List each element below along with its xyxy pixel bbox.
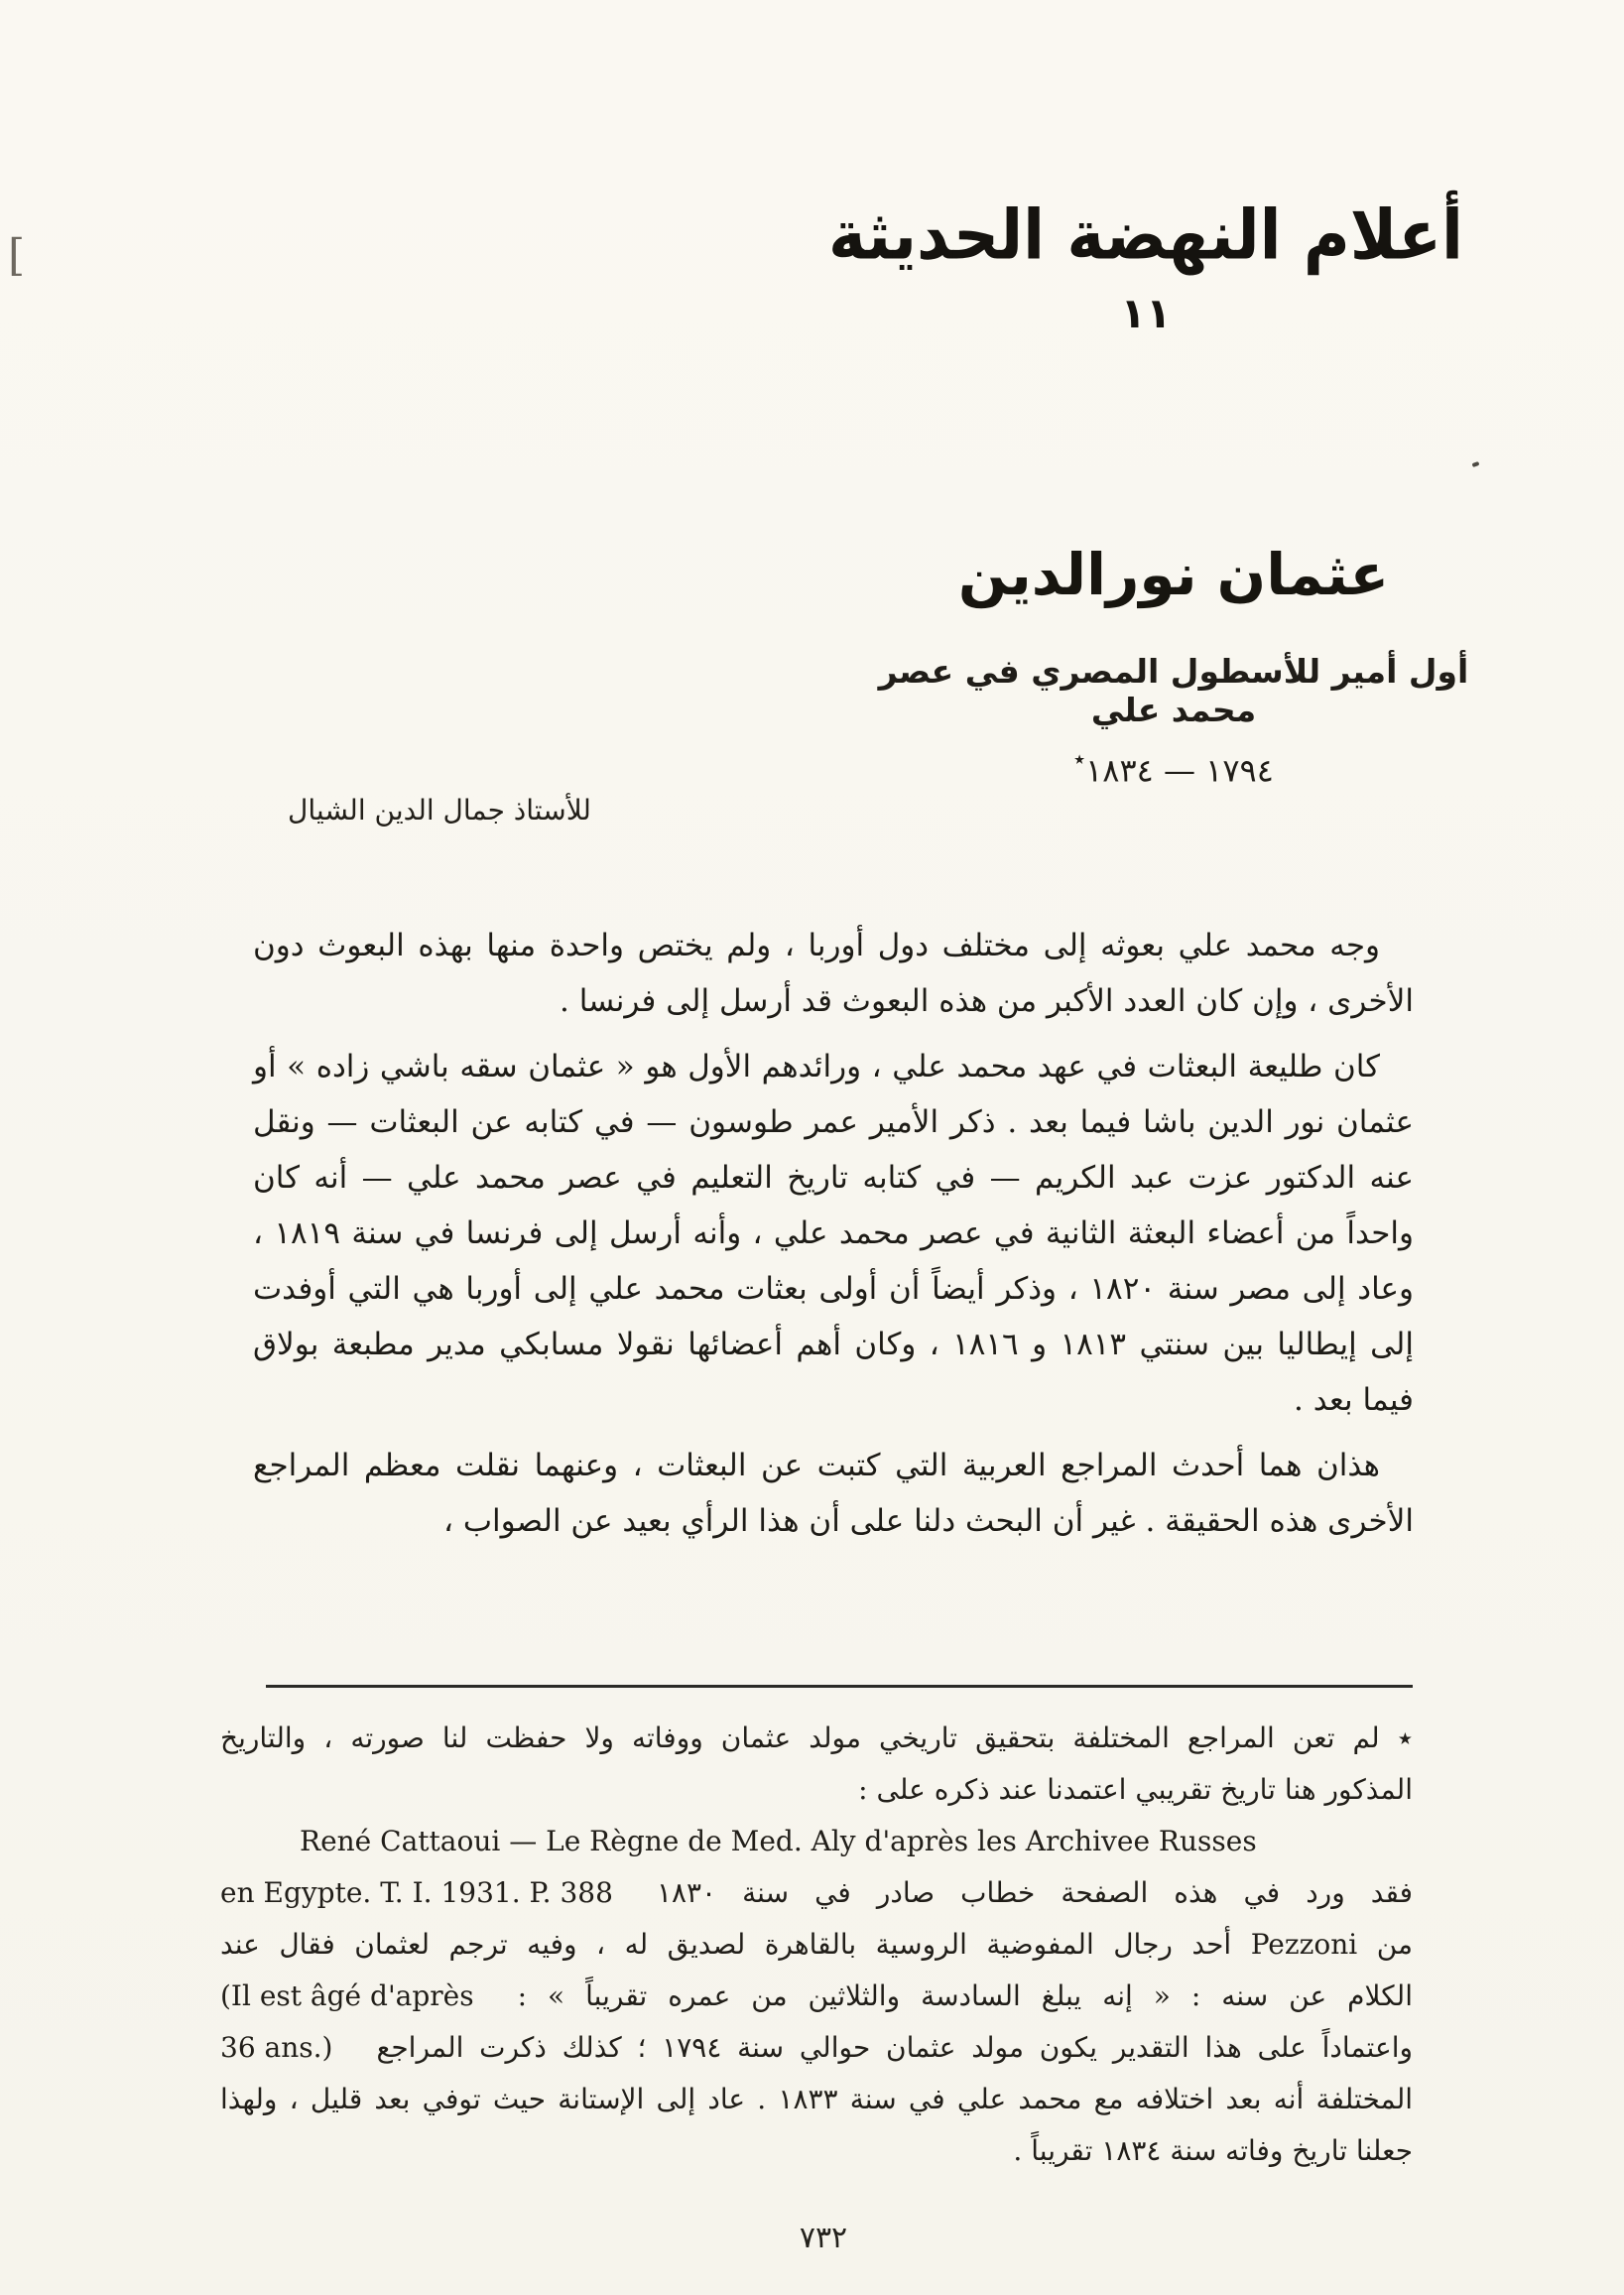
footnote-line [220, 1867, 1413, 1919]
article-heading [871, 541, 1476, 789]
footnote-line: من Pezzoni أحد رجال المفوضية الروسية بالقاهرة لصديق له ، وفيه ترجم لعثمان فقال عند [220, 1928, 1414, 1961]
chapter-number: ١١ [1120, 288, 1172, 337]
footnote-latin-text: 36 ans.) [220, 2031, 333, 2064]
footnote-line: جعلنا تاريخ وفاته سنة ١٨٣٤ تقريباً . [1013, 2134, 1413, 2167]
paragraph: هذان هما أحدث المراجع العربية التي كتبت عن البعثات ، وعنهما نقلت معظم المراجع الأخرى هذه الحقيقة . غير أن البحث دلنا على أن هذا الرأي بعيد عن الصواب ، [253, 1448, 1414, 1539]
footnote-line: ٭ لم تعن المراجع المختلفة بتحقيق تاريخي مولد عثمان ووفاته ولا حفظت لنا صورته ، والتاريخ [220, 1721, 1413, 1754]
footnote-arabic-text: الكلام عن سنه : « إنه يبلغ السادسة والثلاثين من عمره تقريباً » : [517, 1979, 1413, 2012]
series-header [823, 194, 1468, 337]
paragraph: وجه محمد علي بعوثه إلى مختلف دول أوربا ، ولم يختص واحدة منها بهذه البعوث دون الأخرى ، وإن كان العدد الأكبر من هذه البعوث قد أرسل إلى فرنسا . [253, 928, 1414, 1019]
footnote-line: المختلفة أنه بعد اختلافه مع محمد علي في سنة ١٨٣٣ . عاد إلى الإستانة حيث توفي بعد قليل ، ولهذا [220, 2083, 1414, 2115]
date-range-text: ١٧٩٤ — ١٨٣٤ [1085, 751, 1274, 790]
body-text [253, 918, 1414, 1559]
paragraph: كان طليعة البعثات في عهد محمد علي ، ورائدهم الأول هو « عثمان سقه باشي زاده » أو عثمان نور الدين باشا فيما بعد . ذكر الأمير عمر طوسون — في كتابه عن البعثات — ونقل عنه الدكتور عزت عبد الكريم — في كتابه تاريخ التعليم في عصر محمد علي — أنه كان واحداً من أعضاء البعثة الثانية في عصر محمد علي ، وأنه أرسل إلى فرنسا في سنة ١٨١٩ ، وعاد إلى مصر سنة ١٨٢٠ ، وذكر أيضاً أن أولى بعثات محمد علي إلى أوربا هي التي أوفدت إلى إيطاليا بين سنتي ١٨١٣ و ١٨١٦ ، وكان أهم أعضائها نقولا مسابكي مدير مطبعة بولاق فيما بعد . [253, 1049, 1415, 1418]
footnote [220, 1713, 1413, 2177]
footnote-line [220, 2022, 1413, 2074]
scan-artifact-speck [1472, 461, 1480, 467]
footnote-arabic-text: واعتماداً على هذا التقدير يكون مولد عثمان حوالي سنة ١٧٩٤ ؛ كذلك ذكرت المراجع [376, 2031, 1414, 2064]
footnote-marker-icon: ٭ [1073, 746, 1086, 772]
article-subtitle: أول أمير للأسطول المصري في عصر محمد علي [878, 651, 1469, 729]
footnote-arabic-text: فقد ورد في هذه الصفحة خطاب صادر في سنة ١٨٣٠ [656, 1876, 1413, 1909]
footnote-latin-text: (Il est âgé d'après [220, 1979, 474, 2012]
footnote-latin-text: en Egypte. T. I. 1931. P. 388 [220, 1876, 613, 1909]
date-range [871, 746, 1476, 790]
scan-artifact-bracket: [ [8, 230, 26, 281]
footnote-line [220, 1971, 1413, 2022]
page-number: ٧٣٢ [799, 2221, 848, 2255]
footnote-line: المذكور هنا تاريخ تقريبي اعتمدنا عند ذكره على : [858, 1773, 1413, 1806]
article-title: عثمان نورالدين [957, 541, 1390, 608]
footnote-line-reference: René Cattaoui — Le Règne de Med. Aly d'après les Archivee Russes [300, 1825, 1257, 1857]
byline: للأستاذ جمال الدين الشيال [288, 794, 591, 827]
series-title: أعلام النهضة الحديثة [828, 194, 1463, 276]
footnote-divider [266, 1685, 1413, 1688]
